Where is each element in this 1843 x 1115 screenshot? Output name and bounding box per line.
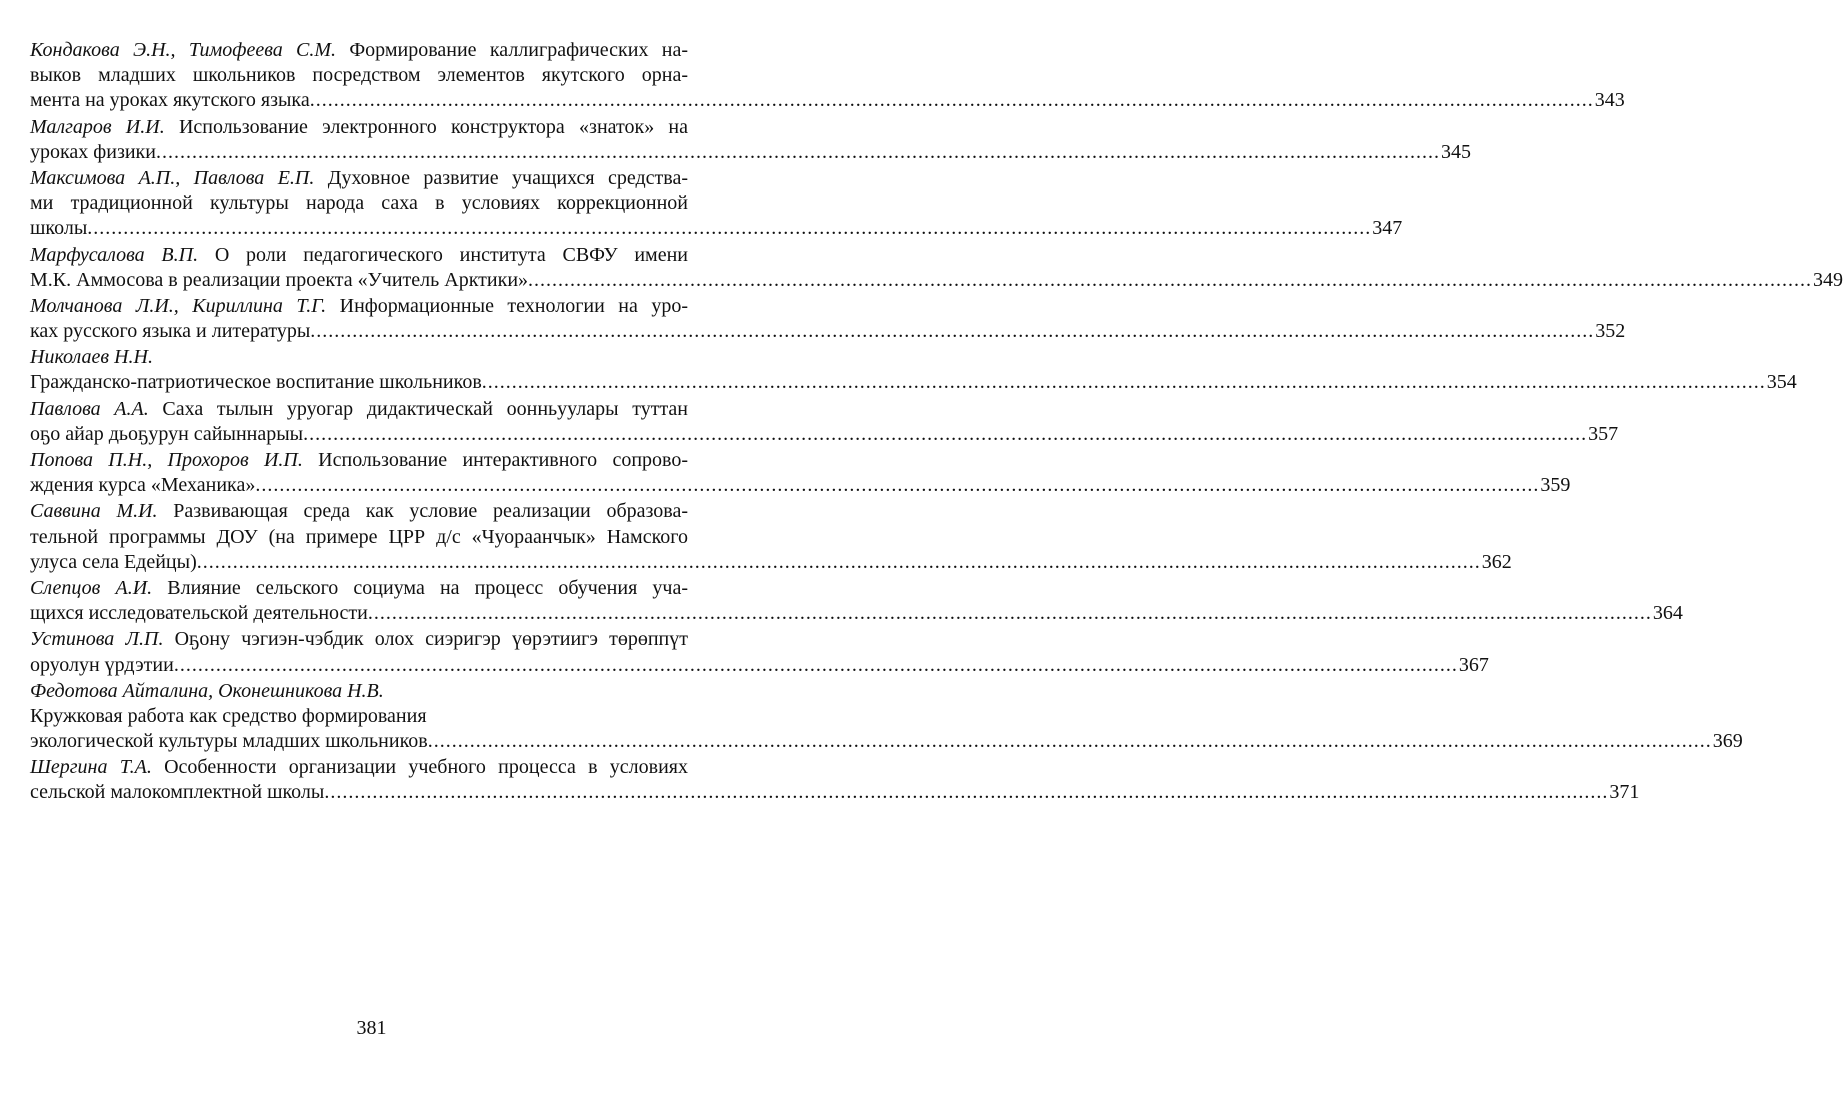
- entry-title: М.К. Аммосова в реализации проекта «Учитель Арктики»: [30, 268, 529, 291]
- toc-entry: [30, 38, 1625, 114]
- page-ref: 345: [1440, 140, 1471, 163]
- entry-title: мента на уроках якутского языка: [30, 89, 310, 112]
- entry-title: Влияние сельского социума на процесс обучения уча-: [167, 576, 688, 599]
- entry-author: Шергина Т.А.: [30, 756, 152, 779]
- toc-entry: [30, 627, 1489, 677]
- entry-title: Развивающая среда как условие реализации образова-: [173, 500, 688, 523]
- toc-line: [30, 294, 688, 319]
- toc-line: [30, 115, 688, 140]
- entry-author: Федотова Айталина, Оконешникова Н.В.: [30, 679, 384, 702]
- entry-title: Использование интерактивного сопрово-: [318, 449, 688, 471]
- entry-author: Молчанова Л.И., Кириллина Т.Г.: [30, 294, 327, 317]
- toc-line: [30, 627, 688, 652]
- toc-entry: [30, 499, 1512, 575]
- entry-author: Кондакова Э.Н., Тимофеева С.М.: [30, 39, 337, 61]
- entry-title: ждения курса «Механика»: [30, 474, 256, 497]
- entry-author: Марфусалова В.П.: [30, 243, 199, 266]
- dot-leader: [428, 729, 1712, 754]
- toc-line: [30, 729, 1743, 754]
- toc-line: [30, 243, 688, 268]
- dot-leader: [197, 550, 1481, 575]
- toc-line: [30, 319, 1626, 344]
- toc-entry: [30, 166, 1403, 242]
- entry-title: улуса села Едейцы): [30, 550, 197, 573]
- page-ref: 357: [1588, 422, 1619, 445]
- entry-author: Устинова Л.П.: [30, 628, 164, 651]
- entry-author: Павлова А.А.: [30, 397, 149, 420]
- toc-line: [30, 704, 688, 729]
- entry-title: Кружковая работа как средство формирования: [30, 704, 427, 727]
- toc-entry: [30, 345, 1797, 395]
- page-number: 381: [356, 1017, 387, 1039]
- toc-line: [30, 576, 688, 601]
- entry-title: Формирование каллиграфических на-: [349, 39, 688, 61]
- toc-entry: [30, 576, 1683, 626]
- entry-title: Особенности организации учебного процесса в условиях: [164, 756, 689, 779]
- entry-author: Саввина М.И.: [30, 500, 158, 523]
- entry-author: Николаев Н.Н.: [30, 346, 153, 369]
- toc-line: [30, 88, 1625, 113]
- toc-line: [30, 422, 1619, 447]
- page-ref: 352: [1595, 320, 1626, 343]
- toc-line: [30, 499, 688, 524]
- page-ref: 369: [1712, 730, 1743, 753]
- dot-leader: [255, 473, 1539, 498]
- entry-title: тельной программы ДОУ (на примере ЦРР д/с «Чуораанчык» Намского: [30, 525, 688, 548]
- toc-line: [30, 38, 688, 63]
- toc-entry: [30, 397, 1619, 447]
- dot-leader: [310, 88, 1594, 113]
- toc-line: [30, 653, 1489, 678]
- entry-title: О роли педагогического института СВФУ имени: [214, 243, 689, 266]
- toc-line: [30, 550, 1512, 575]
- entry-title: сельской малокомплектной школы: [30, 781, 325, 804]
- entry-title: школы: [30, 217, 88, 240]
- toc-line: [30, 473, 1571, 498]
- entry-title: оҕо айар дьоҕурун сайыннарыы: [30, 422, 304, 445]
- dot-leader: [528, 268, 1812, 293]
- toc-line: [30, 140, 1471, 165]
- table-of-contents: [30, 38, 1843, 807]
- entry-title: ках русского языка и литературы: [30, 320, 311, 343]
- toc-line: [30, 601, 1683, 626]
- toc-line: [30, 63, 688, 88]
- entry-title: уроках физики: [30, 140, 156, 163]
- dot-leader: [324, 780, 1608, 805]
- dot-leader: [368, 601, 1652, 626]
- page-ref: 349: [1813, 268, 1843, 291]
- toc-entry: [30, 294, 1626, 344]
- toc-line: [30, 268, 1843, 293]
- entry-title: Оҕону чэгиэн-чэбдик олох сиэригэр үөрэтиигэ төрөппүт: [174, 628, 689, 651]
- entry-title: щихся исследовательской деятельности: [30, 602, 368, 625]
- toc-line: [30, 166, 688, 191]
- toc-line: [30, 525, 688, 550]
- entry-author: Малгаров И.И.: [30, 115, 165, 138]
- toc-entry: [30, 243, 1843, 293]
- toc-line: [30, 448, 688, 473]
- entry-title: ми традиционной культуры народа саха в условиях коррекционной: [30, 192, 688, 215]
- toc-entry: [30, 115, 1471, 165]
- page-ref: 354: [1766, 371, 1797, 394]
- toc-line: [30, 370, 1797, 395]
- toc-entry: [30, 679, 1743, 755]
- page-ref: 371: [1609, 781, 1640, 804]
- dot-leader: [156, 140, 1440, 165]
- page-ref: 364: [1652, 602, 1683, 625]
- page-ref: 359: [1540, 474, 1571, 497]
- toc-entry: [30, 755, 1640, 805]
- toc-line: [30, 755, 688, 780]
- page-ref: 367: [1458, 653, 1489, 676]
- entry-author: Попова П.Н., Прохоров И.П.: [30, 449, 303, 471]
- entry-title: Духовное развитие учащихся средства-: [327, 166, 688, 189]
- page-ref: 362: [1481, 550, 1512, 573]
- toc-line: [30, 679, 688, 704]
- toc-line: [30, 345, 688, 370]
- entry-title: выков младших школьников посредством элементов якутского орна-: [30, 64, 688, 87]
- entry-title: Гражданско-патриотическое воспитание школьников: [30, 371, 482, 394]
- dot-leader: [174, 653, 1458, 678]
- toc-line: [30, 191, 688, 216]
- page-ref: 343: [1594, 89, 1625, 112]
- toc-line: [30, 780, 1640, 805]
- dot-leader: [87, 216, 1371, 241]
- entry-title: Информационные технологии на уро-: [339, 294, 689, 317]
- entry-title: Использование электронного конструктора «знаток» на: [178, 115, 689, 138]
- toc-line: [30, 216, 1403, 241]
- page-ref: 347: [1372, 217, 1403, 240]
- entry-title: экологической культуры младших школьников: [30, 730, 428, 753]
- toc-entry: [30, 448, 1571, 498]
- entry-author: Максимова А.П., Павлова Е.П.: [30, 166, 315, 189]
- entry-title: Саха тылын уруогар дидактическай оонньуулары туттан: [162, 397, 689, 420]
- dot-leader: [310, 319, 1594, 344]
- dot-leader: [303, 422, 1587, 447]
- entry-title: оруолун үрдэтии: [30, 653, 174, 676]
- toc-line: [30, 397, 688, 422]
- entry-author: Слепцов А.И.: [30, 576, 153, 599]
- dot-leader: [482, 370, 1766, 395]
